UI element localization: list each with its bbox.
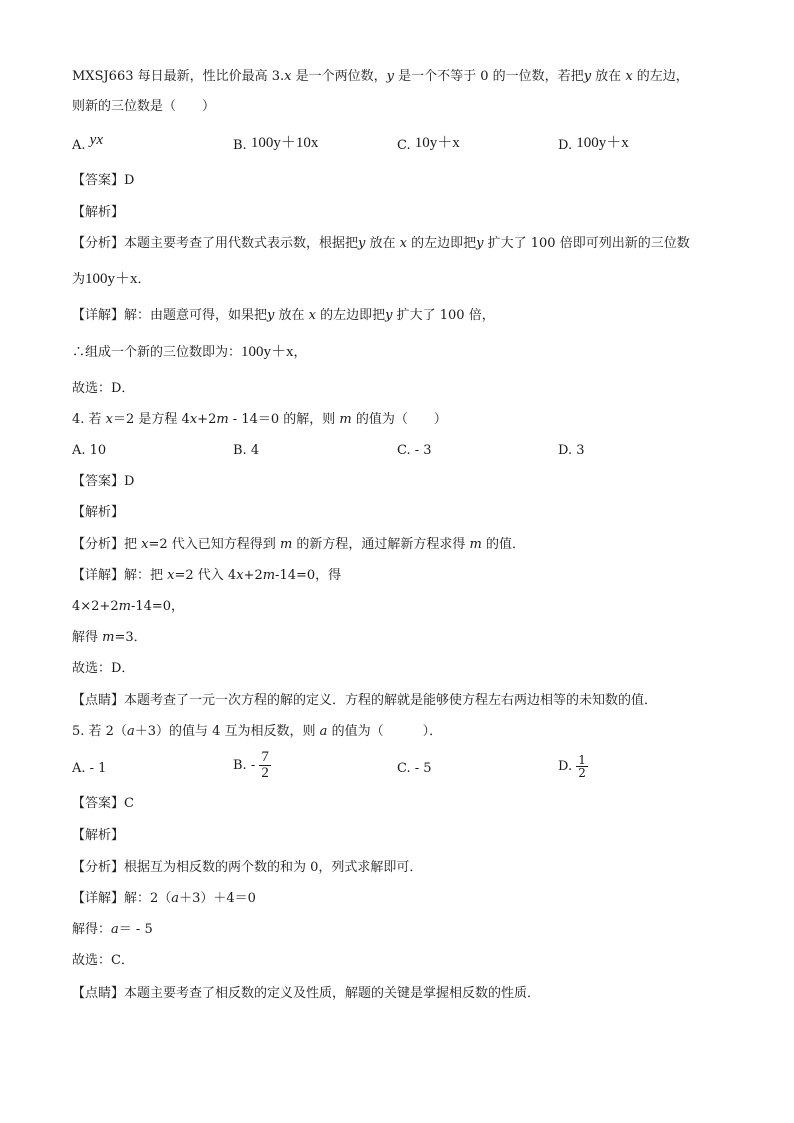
text: ＋3）＋4＝0: [179, 891, 256, 906]
option-value: 10y＋x: [414, 135, 460, 151]
q4-answer: [72, 473, 134, 491]
text: ∴组成一个新的三位数即为：: [72, 345, 242, 360]
var-m: m: [262, 568, 276, 583]
text: 本题考查了一元一次方程的解的定义．方程的解就是能够使方程左右两边相等的未知数的值．: [124, 693, 658, 708]
answer-tag: 【答案】: [72, 173, 125, 188]
var-x: x: [167, 568, 175, 583]
text: 的值为（ ）．: [327, 724, 443, 739]
q4-analysis-tag: 【解析】: [72, 505, 125, 520]
var-y: y: [583, 69, 592, 84]
var-a: a: [111, 922, 119, 937]
var-a: a: [319, 724, 328, 739]
q4-option-b: B. 4: [233, 443, 260, 458]
text: 的新方程，通过解新方程求得: [292, 537, 470, 552]
fraction-numerator: 1: [578, 753, 586, 767]
text: 解得：: [72, 922, 112, 937]
fenxi-tag: 【分析】: [72, 860, 125, 875]
q3-analysis-tag: 【解析】: [72, 205, 125, 220]
text: -14=0，: [130, 599, 185, 614]
q5-choose: 故选：C．: [72, 953, 134, 968]
fraction-numerator: 7: [261, 749, 269, 765]
fraction-denominator: 2: [261, 765, 269, 781]
var-x: x: [399, 236, 407, 251]
text: 解：2（: [124, 891, 172, 906]
answer-value: D: [124, 474, 135, 489]
var-x: x: [189, 412, 198, 427]
q4-step2: [72, 629, 147, 647]
text: 扩大了 100 倍，: [392, 308, 495, 323]
q5-option-c: C. - 5: [397, 761, 432, 776]
option-label: C.: [397, 138, 411, 153]
q3-option-b: [233, 136, 318, 155]
text: 的左边即把: [316, 308, 386, 323]
text: +2: [197, 412, 217, 427]
q5-fenxi: [72, 859, 422, 877]
option-label: B.: [233, 138, 247, 153]
q5-option-b: [233, 750, 271, 781]
fraction-denominator: 2: [578, 766, 586, 780]
q3-stem-text: 放在: [591, 69, 626, 84]
var-x: x: [625, 69, 633, 84]
q3-therefore-line: [72, 343, 307, 362]
var-y: y: [386, 69, 395, 84]
xiangjie-tag: 【详解】: [72, 891, 125, 906]
option-label: B. -: [233, 758, 256, 773]
q5-step1: [72, 921, 153, 939]
var-x: x: [236, 568, 244, 583]
text: 本题主要考查了相反数的定义及性质，解题的关键是掌握相反数的性质．: [124, 986, 541, 1001]
q5-option-d: [558, 754, 588, 779]
option-value: 100y＋x: [576, 135, 629, 151]
option-value: yx: [89, 132, 103, 148]
var-m: m: [469, 537, 482, 552]
var-x: x: [308, 308, 316, 323]
option-label: D.: [558, 138, 573, 153]
text: 本题主要考查了用代数式表示数，根据把: [124, 236, 359, 251]
q3-option-c: [397, 136, 460, 155]
q4-step1: [72, 598, 184, 616]
answer-tag: 【答案】: [72, 796, 125, 811]
answer-value: C: [124, 796, 134, 811]
text: 的值．: [481, 537, 525, 552]
q3-stem-text: 的左边，: [632, 69, 689, 84]
text: 放在: [274, 308, 309, 323]
var-m: m: [339, 412, 352, 427]
fenxi-tag: 【分析】: [72, 537, 125, 552]
text: 解：把: [124, 568, 168, 583]
xiangjie-tag: 【详解】: [72, 568, 125, 583]
math-expression: 100y＋x: [85, 271, 138, 287]
fraction: [576, 754, 588, 779]
q4-option-a: A. 10: [72, 443, 107, 458]
var-x: x: [284, 69, 292, 84]
text: ＝2 是方程 4: [113, 412, 190, 427]
dianjing-tag: 【点睛】: [72, 693, 125, 708]
var-x: x: [141, 537, 149, 552]
text: 放在: [365, 236, 400, 251]
q5-stem: [72, 723, 442, 741]
text: ＝ - 5: [118, 922, 153, 937]
text: 扩大了 100 倍即可列出新的三位数: [483, 236, 690, 251]
var-y: y: [385, 308, 393, 323]
q3-stem-text: MXSJ663 每日最新，性比价最高 3.: [72, 69, 285, 84]
text: 的值为（ ）: [351, 412, 447, 427]
text: =2 代入已知方程得到: [148, 537, 280, 552]
text: 为: [72, 272, 86, 287]
text: =2 代入 4: [174, 568, 237, 583]
math-expression: 100y＋x: [241, 344, 294, 360]
q3-stem-line2: 则新的三位数是（ ）: [72, 99, 216, 114]
q3-xiangjie-line1: [72, 307, 495, 325]
text: -14=0，得: [275, 568, 342, 583]
text: +2: [243, 568, 263, 583]
text: =3．: [114, 630, 147, 645]
text: 解：由题意可得，如果把: [124, 308, 268, 323]
text: - 14＝0 的解，则: [228, 412, 340, 427]
q5-analysis-tag: 【解析】: [72, 828, 125, 843]
q3-stem-text: 是一个不等于 0 的一位数，若把: [394, 69, 584, 84]
var-m: m: [216, 412, 229, 427]
text: 4. 若: [72, 412, 106, 427]
var-m: m: [102, 630, 115, 645]
q5-xiangjie: [72, 890, 256, 908]
q3-option-a: [72, 132, 103, 155]
option-label: A.: [72, 138, 86, 153]
text: ，: [293, 345, 307, 360]
text: 根据互为相反数的两个数的和为 0，列式求解即可．: [124, 860, 423, 875]
text: 5. 若 2（: [72, 724, 127, 739]
fenxi-tag: 【分析】: [72, 236, 125, 251]
q3-option-d: [558, 136, 629, 155]
q3-fenxi-line2: [72, 270, 151, 289]
q3-fenxi-line1: [72, 235, 690, 253]
q4-fenxi: [72, 536, 525, 554]
q5-option-a: A. - 1: [72, 761, 107, 776]
text: 的左边即把: [407, 236, 477, 251]
q4-option-d: D. 3: [558, 443, 585, 458]
var-a: a: [171, 891, 180, 906]
q4-option-c: C. - 3: [397, 443, 432, 458]
q3-stem-text: 是一个两位数，: [291, 69, 387, 84]
var-a: a: [126, 724, 135, 739]
text: ＋3）的值与 4 互为相反数，则: [134, 724, 320, 739]
var-m: m: [279, 537, 293, 552]
q3-stem-line1: [72, 68, 689, 86]
q4-stem: [72, 411, 447, 429]
q5-dianjing: [72, 985, 540, 1003]
var-y: y: [476, 236, 484, 251]
dianjing-tag: 【点睛】: [72, 986, 125, 1001]
q3-choose: 故选：D．: [72, 381, 135, 396]
text: 把: [124, 537, 142, 552]
option-value: 100y＋10x: [250, 135, 319, 151]
var-m: m: [118, 599, 131, 614]
q5-answer: [72, 795, 134, 813]
fraction: [259, 750, 271, 781]
var-y: y: [267, 308, 275, 323]
text: 4×2+2: [72, 599, 119, 614]
answer-value: D: [124, 173, 135, 188]
q3-answer: [72, 172, 134, 190]
var-x: x: [105, 412, 114, 427]
text: 解得: [72, 630, 103, 645]
xiangjie-tag: 【详解】: [72, 308, 125, 323]
q4-xiangjie: [72, 567, 341, 585]
text: ．: [137, 272, 151, 287]
var-y: y: [358, 236, 366, 251]
q4-dianjing: [72, 692, 657, 710]
q4-choose: 故选：D．: [72, 661, 135, 676]
option-label: D.: [558, 759, 573, 774]
answer-tag: 【答案】: [72, 474, 125, 489]
